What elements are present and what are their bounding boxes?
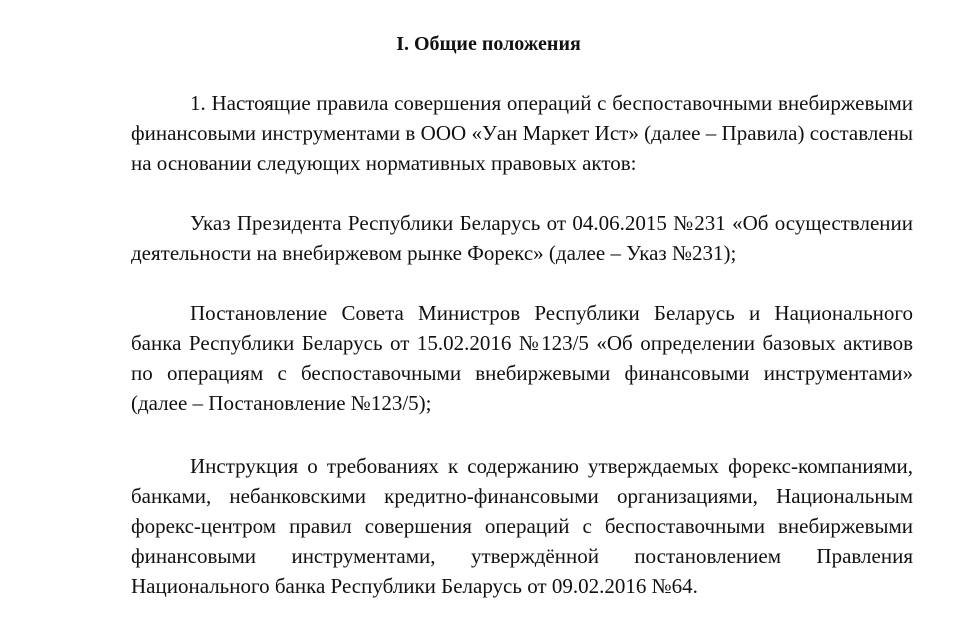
paragraph-instruction-64: Инструкция о требованиях к содержанию утверждаемых форекс-компаниями, банками, небанковскими кредитно-финансовыми организациями, Национальным форекс-центром правил совершения операций с беспоставочными внебиржевыми финансовыми инструментами, утверждённой постановлением Правления Национального банка Республики Беларусь от 09.02.2016 №64. — [131, 454, 913, 599]
paragraph-resolution-123-5: Постановление Совета Министров Республики Беларусь и Национального банка Республики Беларусь от 15.02.2016 №123/5 «Об определении базовых активов по операциям с беспоставочными внебиржевыми финансовыми инструментами» (далее – Постановление №123/5); — [131, 301, 913, 416]
paragraph-rules-basis: 1. Настоящие правила совершения операций с беспоставочными внебиржевыми финансовыми инструментами в ООО «Уан Маркет Ист» (далее – Правила) составлены на основании следующих нормативных правовых актов: — [131, 91, 913, 176]
paragraph-decree-231: Указ Президента Республики Беларусь от 04.06.2015 №231 «Об осуществлении деятельности на внебиржевом рынке Форекс» (далее – Указ №231); — [131, 211, 913, 266]
section-heading: I. Общие положения — [396, 33, 581, 55]
